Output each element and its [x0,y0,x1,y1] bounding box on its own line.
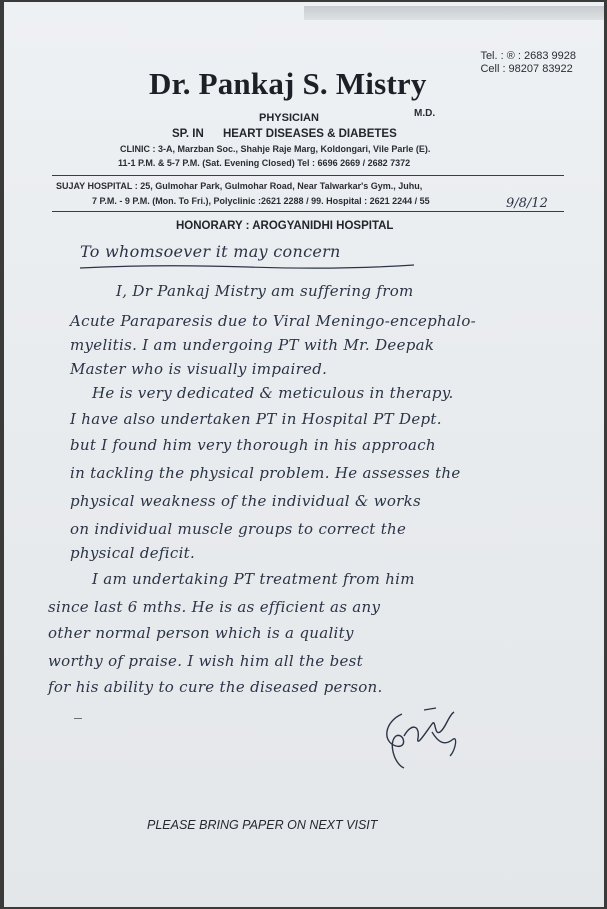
clinic-address: CLINIC : 3-A, Marzban Soc., Shahje Raje Marg, Koldongari, Vile Parle (E). [120,144,431,154]
specialization-prefix: SP. IN [172,128,204,140]
hospital-address: SUJAY HOSPITAL : 25, Gulmohar Park, Gulmohar Road, Near Talwarkar's Gym., Juhu, [56,181,423,191]
specialization [172,128,397,140]
doctor-degree: M.D. [414,108,436,119]
phone-number: Tel. : ® : 2683 9928 [480,50,576,62]
letter-line: other normal person which is a quality [48,624,354,642]
letter-line: I am undertaking PT treatment from him [92,570,415,588]
salutation: To whomsoever it may concern [80,242,341,261]
letter-line: in tackling the physical problem. He assesses the [70,464,461,482]
letter-line: Master who is visually impaired. [70,360,328,378]
letter-date: 9/8/12 [506,196,548,211]
cell-number: Cell : 98207 83922 [480,63,573,75]
clinic-timing: 11-1 P.M. & 5-7 P.M. (Sat. Evening Closed) Tel : 6696 2669 / 2682 7372 [118,158,411,168]
contact-block [480,50,576,76]
scan-edge [304,6,604,20]
divider-top [52,175,564,176]
hospital-timing: 7 P.M. - 9 P.M. (Mon. To Fri.), Polyclinic :2621 2288 / 99. Hospital : 2621 2244 / 55 [92,196,430,206]
stray-mark [74,718,82,719]
letter-line: worthy of praise. I wish him all the best [48,652,363,670]
doctor-role: PHYSICIAN [259,112,319,124]
letter-line: for his ability to cure the diseased person. [48,678,383,696]
signature [374,702,484,782]
letter-line: on individual muscle groups to correct the [70,520,407,538]
letter-line: but I found him very thorough in his approach [70,436,436,454]
divider-bottom [52,211,564,212]
letter-line: He is very dedicated & meticulous in therapy. [92,384,454,402]
salutation-underline [78,260,418,272]
letter-line: I have also undertaken PT in Hospital PT Dept. [70,410,442,428]
honorary-hospital: HONORARY : AROGYANIDHI HOSPITAL [176,220,394,232]
letter-line: physical deficit. [70,544,196,562]
doctor-name: Dr. Pankaj S. Mistry [149,66,427,101]
specialization-text: HEART DISEASES & DIABETES [222,128,397,140]
letter-line: Acute Paraparesis due to Viral Meningo-encephalo- [70,312,477,330]
letter-line: I, Dr Pankaj Mistry am suffering from [116,282,414,300]
letter-line: myelitis. I am undergoing PT with Mr. Deepak [70,336,435,354]
letter-line: since last 6 mths. He is as efficient as any [48,598,381,616]
footer-note: PLEASE BRING PAPER ON NEXT VISIT [147,818,378,832]
letter-paper [4,2,604,907]
letter-line: physical weakness of the individual & works [70,492,422,510]
